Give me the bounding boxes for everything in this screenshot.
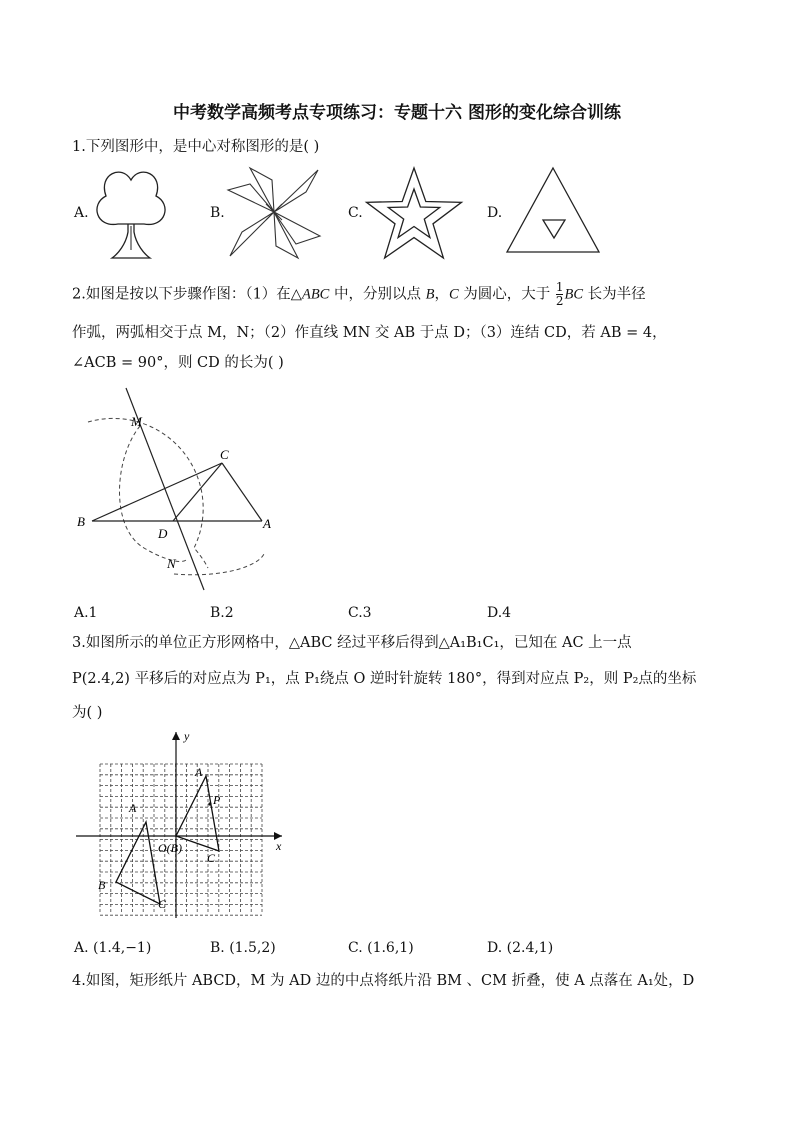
q3-option-d: D. (2.4,1) (487, 940, 554, 956)
q2-geometry-figure (74, 388, 284, 598)
label-c: C (207, 851, 216, 865)
label-p: P (213, 793, 221, 807)
q2-option-b: B.2 (210, 605, 234, 621)
q3-grid-figure (76, 729, 296, 922)
q2-option-a: A.1 (74, 605, 98, 621)
question-2-line-1: 2.如图是按以下步骤作图：（1）在△ABC 中，分别以点 B，C 为圆心，大于 $\frac{1}{2}$ BC 长为半径 (72, 280, 646, 308)
page-title: 中考数学高频考点专项练习：专题十六 图形的变化综合训练 (173, 103, 621, 123)
label-a1: A (129, 801, 137, 815)
q3-option-c: C. (1.6,1) (348, 940, 414, 956)
label-m: M (131, 414, 142, 429)
question-4-line-1: 4.如图，矩形纸片 ABCD，M 为 AD 边的中点将纸片沿 BM 、CM 折叠，使 A 点落在 A₁处，D (72, 973, 695, 989)
label-origin: O(B) (158, 841, 182, 855)
question-3-line-2: P(2.4,2) 平移后的对应点为 P₁，点 P₁绕点 O 逆时针旋转 180°，得到对应点 P₂，则 P₂点的坐标 (72, 671, 697, 687)
q1-option-d: D. (487, 205, 503, 221)
tree-figure-icon (88, 162, 174, 260)
label-a: A (195, 765, 203, 779)
q1-option-b: B. (210, 205, 225, 221)
label-n: N (167, 556, 176, 571)
q2-option-c: C.3 (348, 605, 372, 621)
label-c: C (220, 447, 229, 462)
q1-option-a: A. (74, 205, 89, 221)
q3-option-b: B. (1.5,2) (210, 940, 276, 956)
question-1-stem: 1.下列图形中，是中心对称图形的是( ) (72, 139, 320, 155)
label-a: A (263, 516, 271, 531)
axis-y-label: y (184, 729, 190, 743)
q1-option-c: C. (348, 205, 363, 221)
question-2-line-2: 作弧，两弧相交于点 M，N；（2）作直线 MN 交 AB 于点 D；（3）连结 CD，若 AB = 4， (72, 325, 667, 341)
label-d: D (158, 526, 168, 541)
label-b1: B (98, 878, 106, 892)
question-2-line-3: ∠ACB = 90°，则 CD 的长为( ) (72, 355, 284, 371)
pinwheel-figure-icon (224, 166, 324, 262)
q3-option-a: A. (1.4,−1) (74, 940, 152, 956)
question-3-line-1: 3.如图所示的单位正方形网格中，△ABC 经过平移后得到△A₁B₁C₁，已知在 AC 上一点 (72, 635, 632, 651)
q2-option-d: D.4 (487, 605, 512, 621)
axis-x-label: x (276, 839, 282, 853)
triangle-in-triangle-figure-icon (505, 166, 601, 254)
question-3-line-3: 为( ) (72, 705, 103, 721)
double-star-figure-icon (364, 166, 464, 260)
label-b: B (77, 514, 85, 529)
fraction-half: $\frac{1}{2}$ (555, 280, 564, 308)
label-c1: C (158, 897, 167, 911)
